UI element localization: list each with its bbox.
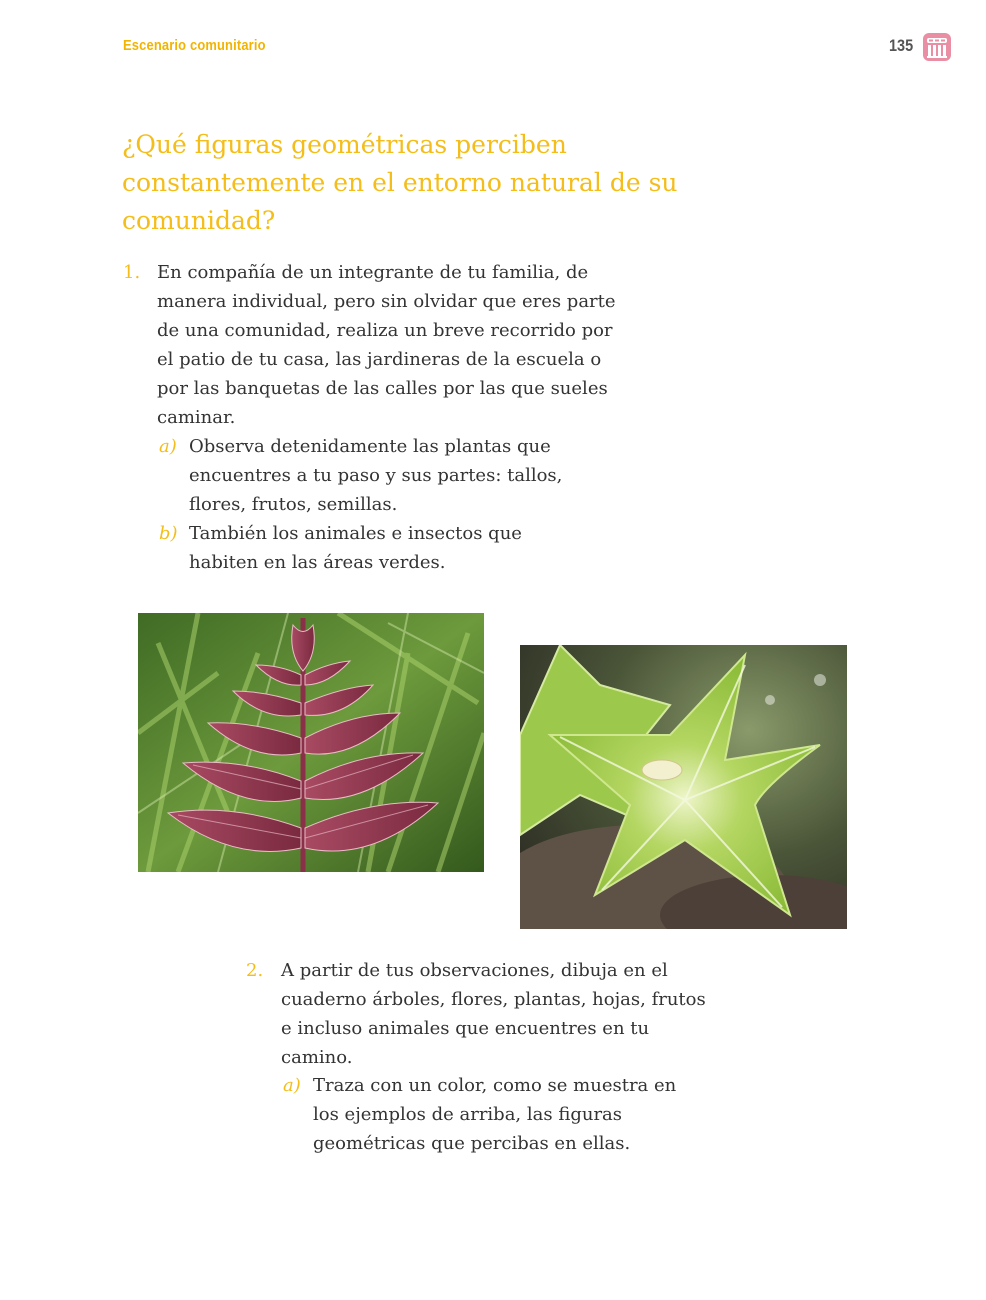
- activity-1-item-a-text: Observa detenidamente las plantas que encuentres a tu paso y sus partes: tallos, flores, frutos, semillas.: [189, 436, 563, 515]
- page-number: 135: [889, 36, 914, 55]
- activity-1-item-a-letter: a): [159, 436, 177, 457]
- activity-2-number: 2.: [246, 960, 264, 981]
- activity-1-item-b-letter: b): [159, 523, 178, 544]
- activity-1-number: 1.: [123, 262, 141, 283]
- glyph-icon: [922, 32, 952, 62]
- page-title: ¿Qué figuras geométricas perciben constantemente en el entorno natural de su comunidad?: [122, 130, 678, 235]
- activity-1-text: En compañía de un integrante de tu familia, de manera individual, pero sin olvidar que eres parte de una comunidad, realiza un breve recorrido por el patio de tu casa, las jardineras de la escuela o por las banquetas de las calles por las que sueles caminar.: [157, 262, 616, 428]
- activity-2-item-a-text: Traza con un color, como se muestra en los ejemplos de arriba, las figuras geométricas que percibas en ellas.: [313, 1075, 677, 1154]
- activity-1-item-b-text: También los animales e insectos que habiten en las áreas verdes.: [189, 523, 522, 573]
- starfruit-photo: [520, 645, 847, 929]
- section-header: Escenario comunitario: [123, 37, 266, 54]
- activity-2-text: A partir de tus observaciones, dibuja en el cuaderno árboles, flores, plantas, hojas, frutos e incluso animales que encuentres en tu camino.: [281, 960, 706, 1068]
- leaf-photo: [138, 613, 484, 872]
- activity-2-item-a-letter: a): [283, 1075, 301, 1096]
